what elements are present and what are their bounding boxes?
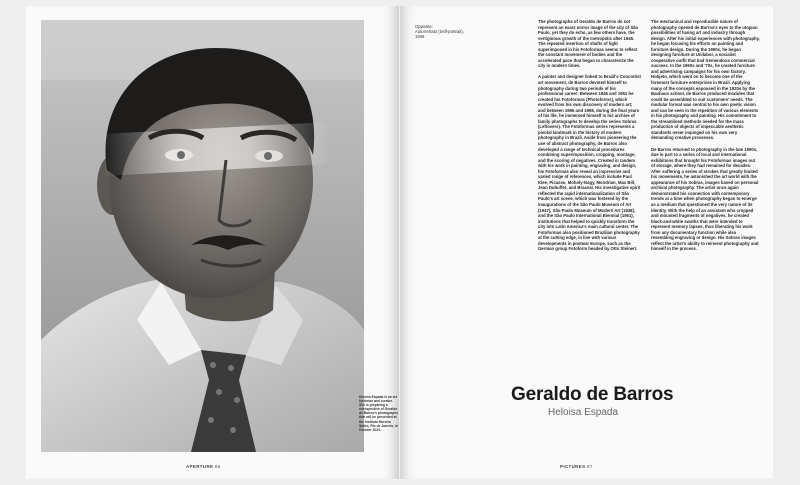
paragraph: The photographs of Geraldo de Barros do not represent an exact mirror image of the city of São Paulo, yet they do echo, as few others have, the vertiginous growth of the metropolis after 1945. The repeated insertion of shafts of light superimposed in his Fotoformas seems to reflect the constant movement of bodies and the accelerated pace that began to characterize the city in modern times.	[538, 19, 639, 69]
text-column-1	[538, 19, 641, 257]
author-bio-caption: Heloisa Espada is an art historian and curator. She is preparing a retrospective of Geraldo de Barros's photographs that will be presented at the Instituto Moreira Salles, Rio de Janeiro, in October 2024.	[359, 395, 399, 432]
portrait-photo	[41, 20, 364, 452]
article-title: Geraldo de Barros	[511, 384, 674, 405]
right-page	[400, 6, 773, 479]
photo-caption	[415, 24, 475, 40]
photo-caption-work: Autorretrato (Self-portrait),	[415, 29, 464, 35]
right-folio	[560, 464, 593, 469]
folio-number: 67	[587, 464, 593, 469]
magazine-spread	[26, 6, 773, 479]
portrait-image	[41, 20, 364, 452]
folio-label: APERTURE	[186, 464, 214, 469]
folio-number: 66	[214, 464, 221, 469]
photo-caption-year: 1949	[415, 34, 425, 40]
paragraph: A painter and designer linked to Brazil's Concretist art movement, de Barros devoted himself to photography during two periods of his professional career: Between 1946 and 1951 he created his Fotoformas (Photoforms), which evolved from his own discovery of modern art; and between 1996 and 1998, during the final years of his life, he immersed himself in his archive of family photographs to develop the series Sobras (Leftovers). The Fotoformas series represents a pivotal landmark in the history of modern photography in Brazil. Aside from pioneering the use of abstract photography, de Barros also developed a range of technical procedures combining superimposition, cropping, montage, and the scoring of negatives. Created in tandem with his work in painting, engraving, and design, his Fotoformas also reveal an impressive and varied range of references, which include Paul Klee, Picasso, Moholy-Nagy, Mondrian, Max Bill, Jean Dubuffet, and Brassaï. His investigative spirit reflected the rapid internationalization of São Paulo's art scene, which was fostered by the inaugurations of the São Paulo Museum of Art (1947), São Paulo Museum of Modern Art (1948), and the São Paulo International Biennial (1951), institutions that helped to quickly transform the city into Latin America's main cultural center. The Fotoformas also positioned Brazilian photography at the cutting edge, in line with various developments in postwar Europe, such as the German group Fotoform headed by Otto Steinert.	[538, 74, 641, 252]
folio-label: PICTURES	[560, 464, 586, 469]
left-folio	[186, 464, 221, 469]
paragraph: The mechanical and reproducible nature of photography opened de Barros's eyes to the utopian possibilities of fusing art and industry through design. After his initial experiences with photography, he began focusing his efforts on painting and furniture design. During the 1950s, he began designing furniture at Unilabor, a socialist cooperative outfit that had tremendous commercial success. In the 1960s and '70s, he created furniture and advertising campaigns for his own factory, Hobjeto, which went on to become one of the foremost furniture enterprises in Brazil. Applying many of the concepts espoused in the 1920s by the Bauhaus school, de Barros produced modules that could be assembled to suit customers' needs. The modular format was central to his own poetic vision and can be seen in the repetition of various elements in his photography and painting. His commitment to the streamlined methods needed for the mass production of objects of impeccable aesthetic standards never impinged on his own very demanding creative processes.	[651, 19, 760, 141]
article-author: Heloisa Espada	[548, 407, 619, 418]
text-column-2	[651, 19, 760, 257]
photo-caption-label: Opposite:	[415, 24, 433, 29]
paragraph: De Barros returned to photography in the late 1990s, due in part to a series of local and international exhibitions that brought his Fotoformas images out of storage, where they had remained for decades. After suffering a series of strokes that greatly limited his movements, he astonished the art world with the appearance of his Sobras, images based on personal archival photography. The artist once again demonstrated his connection with contemporary trends at a time when photography began to emerge as a medium that questioned the very nature of its identity. With the help of an assistant who cropped and mounted fragments of negatives, he created black-and-white swaths that were intended to represent memory lapses, thus liberating his work from any documentary function while also resembling engraving or design. His Sobras images reflect the artist's ability to reinvent photography and himself in the process.	[651, 146, 759, 252]
left-page	[26, 6, 399, 479]
